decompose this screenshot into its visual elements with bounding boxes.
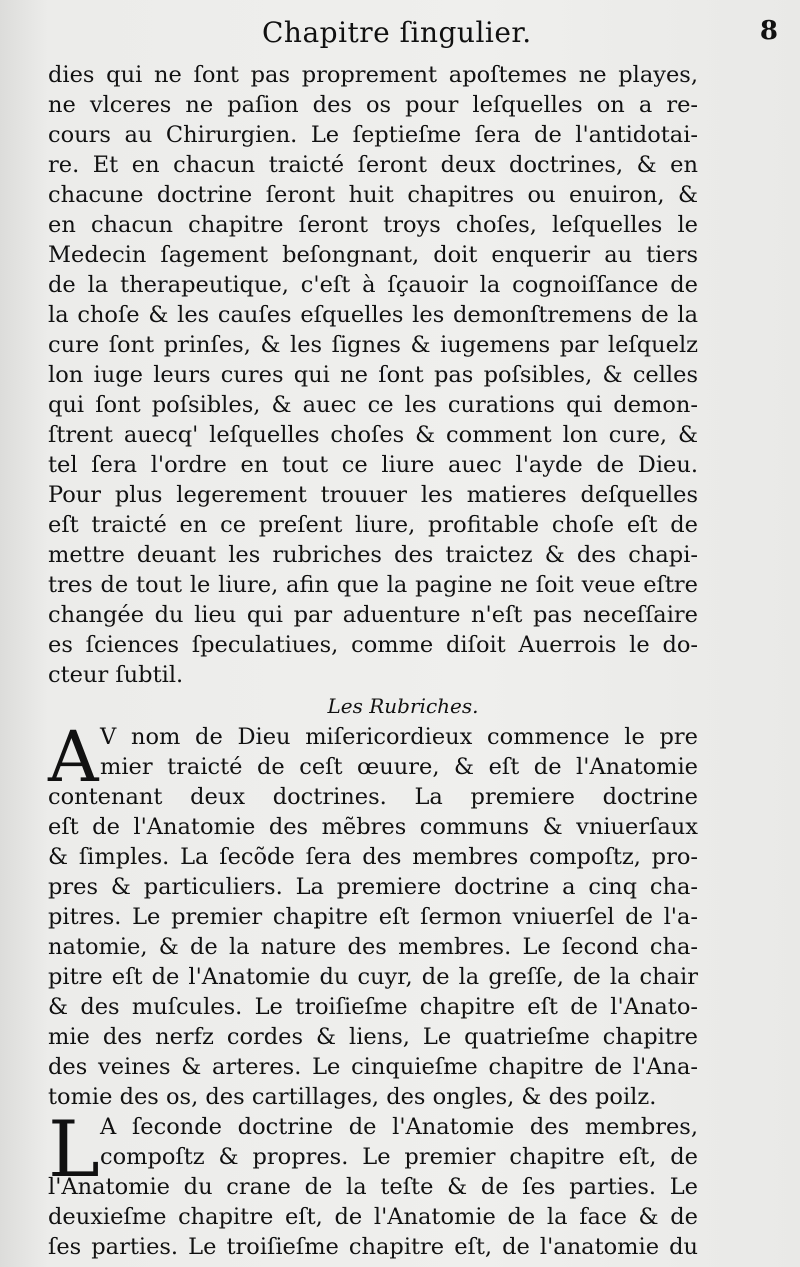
- paragraph-2-lines: [48, 716, 698, 1112]
- text-line: contenant deux doctrines. La premiere doctrine: [48, 784, 698, 810]
- drop-cap-a: A: [48, 716, 99, 798]
- text-line: V nom de Dieu miſericordieux commence le pre: [100, 724, 698, 750]
- text-line: qui ſont poſsibles, & auec ce les curations qui demon-: [48, 392, 698, 418]
- text-line: cure ſont prinſes, & les ſignes & iugemens par leſquelz: [48, 332, 698, 358]
- text-line: tomie des os, des cartillages, des ongles, & des poilz.: [48, 1084, 657, 1110]
- text-line: ſes parties. Le troiſieſme chapitre eſt, de l'anatomie du: [48, 1234, 698, 1260]
- text-line: mie des nerfz cordes & liens, Le quatrieſme chapitre: [48, 1024, 698, 1050]
- text-line: natomie, & de la nature des membres. Le ſecond cha-: [48, 934, 698, 960]
- text-line: deuxieſme chapitre eſt, de l'Anatomie de la face & de: [48, 1204, 698, 1230]
- text-line: lon iuge leurs cures qui ne ſont pas poſsibles, & celles: [48, 362, 698, 388]
- text-line: A ſeconde doctrine de l'Anatomie des membres,: [100, 1114, 698, 1140]
- text-line: ſtrent auecq' leſquelles choſes & comment lon cure, &: [48, 422, 698, 448]
- text-line: eſt traicté en ce preſent liure, profitable choſe eſt de: [48, 512, 698, 538]
- paragraph-3: [48, 1105, 698, 1262]
- text-line: tres de tout le liure, afin que la pagine ne ſoit veue eſtre: [48, 572, 698, 598]
- text-line: compoſtz & propres. Le premier chapitre eſt, de: [100, 1144, 698, 1170]
- paragraph-2: [48, 716, 698, 1112]
- text-line: & des muſcules. Le troiſieſme chapitre eſt de l'Anato-: [48, 994, 698, 1020]
- paragraph-1: [48, 60, 698, 690]
- text-line: re. Et en chacun traicté ſeront deux doctrines, & en: [48, 152, 698, 178]
- section-title: Les Rubriches.: [327, 694, 479, 718]
- text-line: la choſe & les cauſes eſquelles les demonſtremens de la: [48, 302, 698, 328]
- text-line: changée du lieu qui par aduenture n'eſt pas neceſſaire: [48, 602, 698, 628]
- text-line: dies qui ne ſont pas proprement apoſtemes ne playes,: [48, 62, 698, 88]
- text-line: de la therapeutique, c'eſt à ſçauoir la cognoiſſance de: [48, 272, 698, 298]
- text-line: des veines & arteres. Le cinquieſme chapitre de l'Ana-: [48, 1054, 698, 1080]
- text-line: pres & particuliers. La premiere doctrine a cinq cha-: [48, 874, 698, 900]
- body-text: [48, 60, 698, 1262]
- text-line: chacune doctrine ſeront huit chapitres ou enuiron, &: [48, 182, 698, 208]
- page-number: 8: [759, 16, 778, 46]
- text-line: en chacun chapitre ſeront troys choſes, leſquelles le: [48, 212, 698, 238]
- text-line: Medecin ſagement beſongnant, doit enquerir au tiers: [48, 242, 698, 268]
- text-line: pitres. Le premier chapitre eſt ſermon vniuerſel de l'a-: [48, 904, 698, 930]
- running-title: Chapitre ſingulier.: [262, 16, 532, 49]
- text-line: cours au Chirurgien. Le ſeptieſme ſera de l'antidotai-: [48, 122, 698, 148]
- text-line: ne vlceres ne paſion des os pour leſquelles on a re-: [48, 92, 698, 118]
- text-line: eſt de l'Anatomie des mẽbres communs & vniuerſaux: [48, 814, 698, 840]
- text-line: & ſimples. La ſecõde ſera des membres compoſtz, pro-: [48, 844, 698, 870]
- text-line: cteur ſubtil.: [48, 662, 184, 688]
- paragraph-3-lines: [48, 1105, 698, 1262]
- text-line: Pour plus legerement trouuer les matieres deſquelles: [48, 482, 698, 508]
- text-line: l'Anatomie du crane de la teſte & de ſes parties. Le: [48, 1174, 698, 1200]
- text-line: pitre eſt de l'Anatomie du cuyr, de la greſſe, de la chair: [48, 964, 698, 990]
- text-line: mettre deuant les rubriches des traictez & des chapi-: [48, 542, 698, 568]
- page-header: [0, 14, 800, 54]
- text-line: tel ſera l'ordre en tout ce liure auec l'ayde de Dieu.: [48, 452, 698, 478]
- drop-cap-l: L: [48, 1105, 100, 1195]
- text-line: mier traicté de ceſt œuure, & eſt de l'Anatomie: [100, 754, 698, 780]
- text-line: es ſciences ſpeculatiues, comme diſoit Auerrois le do-: [48, 632, 698, 658]
